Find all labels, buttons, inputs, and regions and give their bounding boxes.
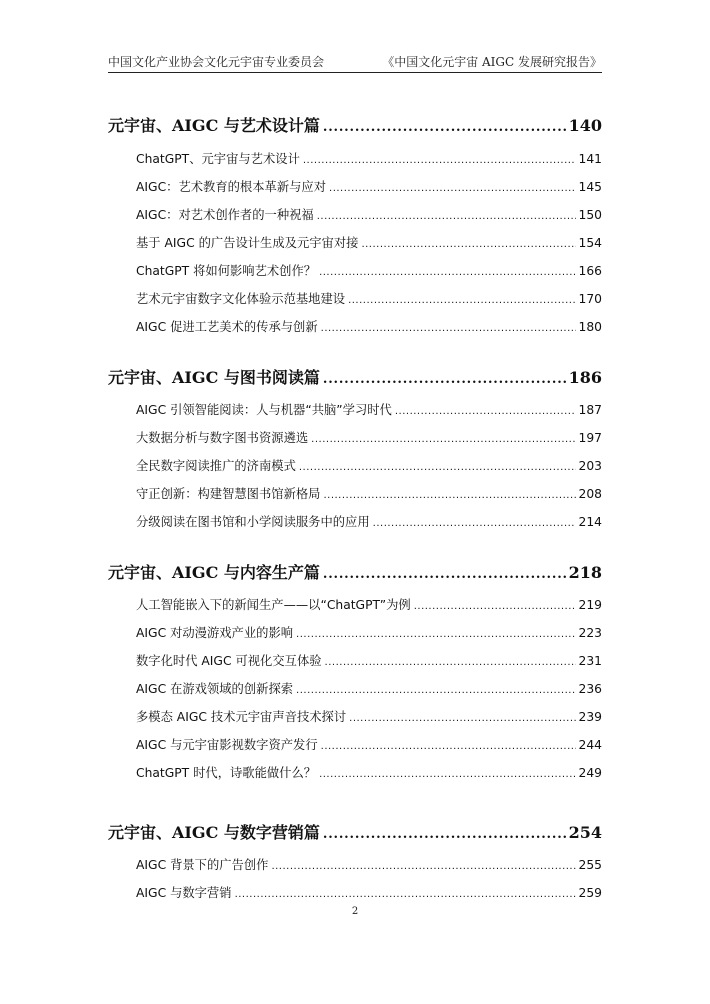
toc-entry[interactable]	[108, 177, 602, 195]
entry-title: 守正创新：构建智慧图书馆新格局	[136, 487, 321, 501]
leader-dots	[373, 515, 576, 529]
entry-title: 分级阅读在图书馆和小学阅读服务中的应用	[136, 515, 370, 529]
leader-dots	[299, 459, 576, 473]
toc-section-heading[interactable]	[108, 113, 602, 136]
entry-page-number: 154	[578, 236, 602, 250]
entry-title: AIGC：艺术教育的根本革新与应对	[136, 180, 327, 194]
section-title: 元宇宙、AIGC 与图书阅读篇	[108, 368, 320, 387]
leader-dots	[271, 858, 575, 872]
section-page-number: 218	[568, 563, 602, 582]
entry-page-number: 208	[578, 487, 602, 501]
toc-entry[interactable]	[108, 233, 602, 251]
toc-entry[interactable]	[108, 735, 602, 753]
leader-dots	[323, 487, 575, 501]
leader-dots	[323, 563, 566, 582]
leader-dots	[361, 236, 575, 250]
toc-entry[interactable]	[108, 205, 602, 223]
leader-dots	[321, 738, 576, 752]
entry-page-number: 236	[578, 682, 602, 696]
leader-dots	[323, 368, 566, 387]
leader-dots	[414, 598, 576, 612]
entry-page-number: 219	[578, 598, 602, 612]
entry-title: 数字化时代 AIGC 可视化交互体验	[136, 654, 322, 668]
leader-dots	[319, 766, 575, 780]
leader-dots	[329, 180, 576, 194]
section-page-number: 140	[568, 116, 602, 135]
section-page-number: 186	[568, 368, 602, 387]
entry-page-number: 223	[578, 626, 602, 640]
toc-entry[interactable]	[108, 883, 602, 901]
leader-dots	[296, 626, 575, 640]
toc-entry[interactable]	[108, 763, 602, 781]
toc-entry[interactable]	[108, 149, 602, 167]
entry-page-number: 170	[578, 292, 602, 306]
leader-dots	[395, 403, 576, 417]
running-header	[108, 52, 602, 73]
toc-entry[interactable]	[108, 428, 602, 446]
toc-entry[interactable]	[108, 484, 602, 502]
entry-title: AIGC：对艺术创作者的一种祝福	[136, 208, 314, 222]
leader-dots	[235, 886, 576, 900]
leader-dots	[323, 823, 566, 842]
section-title: 元宇宙、AIGC 与数字营销篇	[108, 823, 320, 842]
entry-page-number: 187	[578, 403, 602, 417]
entry-title: 人工智能嵌入下的新闻生产——以“ChatGPT”为例	[136, 598, 411, 612]
entry-title: 基于 AIGC 的广告设计生成及元宇宙对接	[136, 236, 359, 250]
entry-page-number: 145	[578, 180, 602, 194]
entry-page-number: 197	[578, 431, 602, 445]
leader-dots	[303, 152, 576, 166]
entry-title: 全民数字阅读推广的济南模式	[136, 459, 296, 473]
entry-page-number: 141	[578, 152, 602, 166]
entry-page-number: 203	[578, 459, 602, 473]
toc-entry[interactable]	[108, 261, 602, 279]
toc-entry[interactable]	[108, 289, 602, 307]
leader-dots	[325, 654, 576, 668]
toc-section-heading[interactable]	[108, 560, 602, 583]
toc-entry[interactable]	[108, 456, 602, 474]
leader-dots	[321, 320, 576, 334]
section-page-number: 254	[568, 823, 602, 842]
header-organization: 中国文化产业协会文化元宇宙专业委员会	[108, 55, 325, 69]
entry-page-number: 214	[578, 515, 602, 529]
entry-title: 艺术元宇宙数字文化体验示范基地建设	[136, 292, 346, 306]
entry-page-number: 239	[578, 710, 602, 724]
entry-page-number: 255	[578, 858, 602, 872]
leader-dots	[319, 264, 575, 278]
toc-entry[interactable]	[108, 707, 602, 725]
toc-entry[interactable]	[108, 855, 602, 873]
section-title: 元宇宙、AIGC 与内容生产篇	[108, 563, 320, 582]
toc-entry[interactable]	[108, 623, 602, 641]
entry-title: AIGC 背景下的广告创作	[136, 858, 269, 872]
entry-title: AIGC 与数字营销	[136, 886, 232, 900]
entry-title: ChatGPT 将如何影响艺术创作？	[136, 264, 317, 278]
leader-dots	[349, 710, 575, 724]
entry-page-number: 259	[578, 886, 602, 900]
entry-title: ChatGPT 时代，诗歌能做什么？	[136, 766, 317, 780]
entry-page-number: 180	[578, 320, 602, 334]
toc-section-heading[interactable]	[108, 365, 602, 388]
entry-title: AIGC 对动漫游戏产业的影响	[136, 626, 294, 640]
entry-title: 多模态 AIGC 技术元宇宙声音技术探讨	[136, 710, 347, 724]
toc-entry[interactable]	[108, 512, 602, 530]
entry-title: AIGC 在游戏领域的创新探索	[136, 682, 294, 696]
entry-title: AIGC 与元宇宙影视数字资产发行	[136, 738, 318, 752]
section-title: 元宇宙、AIGC 与艺术设计篇	[108, 116, 320, 135]
entry-page-number: 244	[578, 738, 602, 752]
toc-section-heading[interactable]	[108, 820, 602, 843]
entry-title: ChatGPT、元宇宙与艺术设计	[136, 152, 300, 166]
entry-title: AIGC 促进工艺美术的传承与创新	[136, 320, 318, 334]
toc-entry[interactable]	[108, 317, 602, 335]
entry-page-number: 166	[578, 264, 602, 278]
entry-title: AIGC 引领智能阅读：人与机器“共脑”学习时代	[136, 403, 392, 417]
header-report-title: 《中国文化元宇宙 AIGC 发展研究报告》	[382, 55, 602, 69]
leader-dots	[311, 431, 575, 445]
leader-dots	[296, 682, 575, 696]
toc-entry[interactable]	[108, 400, 602, 418]
toc-entry[interactable]	[108, 679, 602, 697]
toc-entry[interactable]	[108, 651, 602, 669]
entry-page-number: 150	[578, 208, 602, 222]
entry-page-number: 231	[578, 654, 602, 668]
page-number: 2	[351, 906, 359, 917]
toc-entry[interactable]	[108, 595, 602, 613]
entry-title: 大数据分析与数字图书资源遴选	[136, 431, 309, 445]
leader-dots	[348, 292, 575, 306]
leader-dots	[323, 116, 566, 135]
leader-dots	[317, 208, 576, 222]
entry-page-number: 249	[578, 766, 602, 780]
